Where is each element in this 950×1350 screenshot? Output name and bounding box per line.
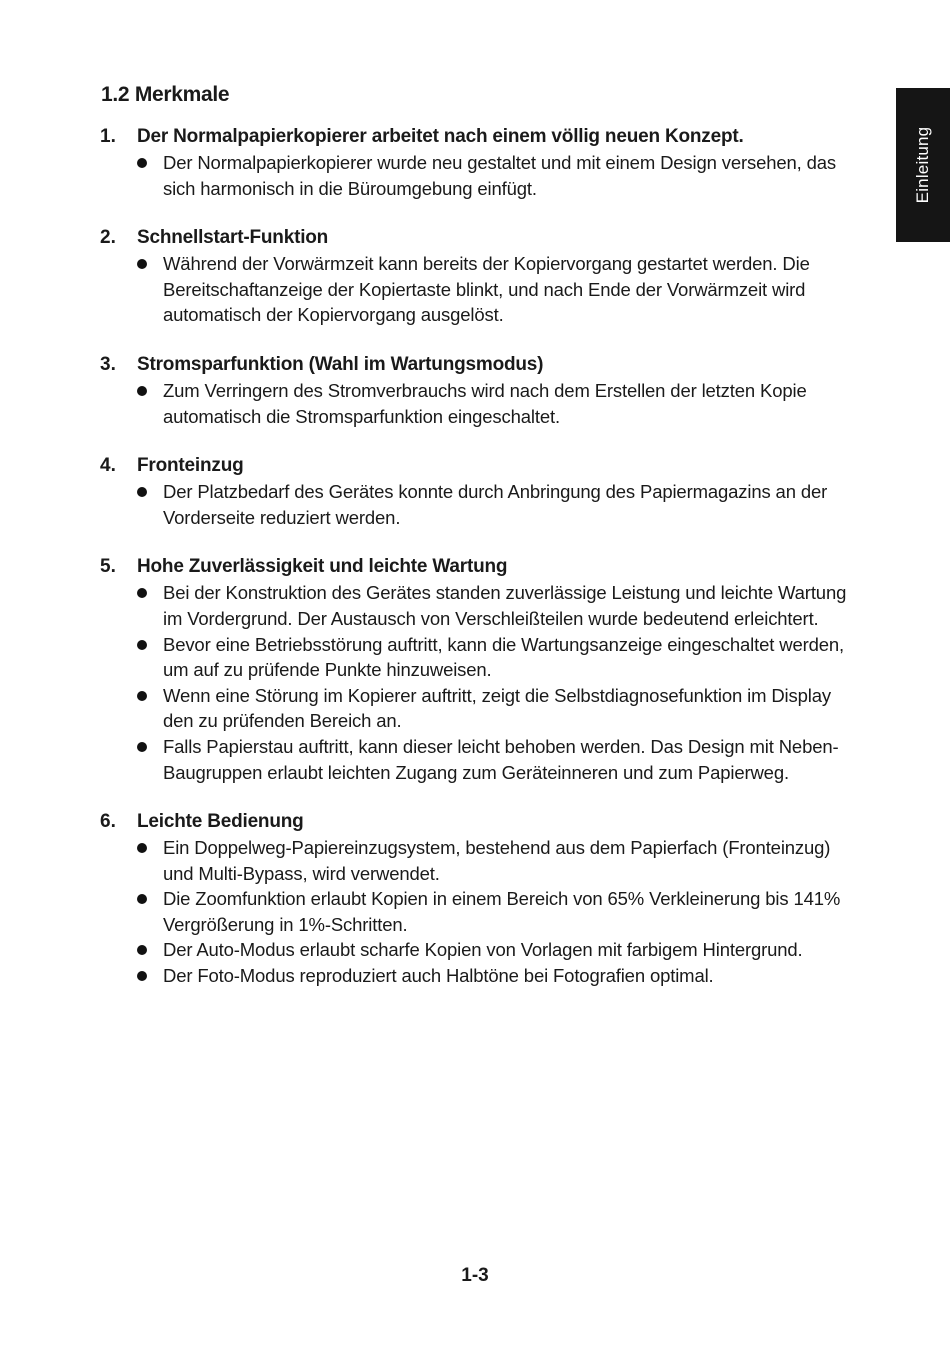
bullet-item — [137, 378, 860, 429]
section-title: 1.2 Merkmale — [101, 83, 230, 106]
feature-number: 4. — [100, 455, 116, 477]
feature-item-3 — [100, 352, 860, 429]
feature-heading: Hohe Zuverlässigkeit und leichte Wartung — [137, 556, 508, 578]
bullet-list — [137, 150, 860, 201]
bullet-list — [137, 251, 860, 328]
bullet-item — [137, 251, 860, 328]
bullet-item — [137, 479, 860, 530]
bullet-icon — [137, 386, 147, 396]
feature-heading: Stromsparfunktion (Wahl im Wartungsmodus) — [137, 353, 544, 375]
bullet-icon — [137, 945, 147, 955]
bullet-text: Der Platzbedarf des Gerätes konnte durch Anbringung des Papiermagazins an der Vorderseite reduziert werden. — [163, 481, 828, 528]
feature-heading: Leichte Bedienung — [137, 811, 304, 833]
bullet-text: Wenn eine Störung im Kopierer auftritt, zeigt die Selbstdiagnosefunktion im Display den zu prüfenden Bereich an. — [163, 684, 831, 732]
feature-item-6 — [100, 809, 860, 989]
bullet-list — [137, 835, 860, 989]
bullet-list — [137, 580, 860, 785]
feature-item-4 — [100, 453, 860, 530]
feature-heading: Der Normalpapierkopierer arbeitet nach einem völlig neuen Konzept. — [137, 126, 744, 147]
feature-item-1 — [100, 124, 860, 201]
bullet-icon — [137, 640, 147, 650]
bullet-icon — [137, 691, 147, 701]
bullet-text: Falls Papierstau auftritt, kann dieser leicht behoben werden. Das Design mit Neben-Baugruppen erlaubt leichten Zugang zum Geräteinneren und zum Papierweg. — [163, 735, 839, 783]
bullet-icon — [137, 742, 147, 752]
bullet-item — [137, 580, 860, 631]
bullet-item — [137, 835, 860, 886]
chapter-tab — [896, 88, 950, 242]
feature-number: 6. — [100, 811, 116, 833]
feature-item-5 — [100, 554, 860, 785]
bullet-text: Bevor eine Betriebsstörung auftritt, kann die Wartungsanzeige eingeschaltet werden, um auf zu prüfende Punkte hinzuweisen. — [163, 633, 845, 681]
bullet-text: Der Normalpapierkopierer wurde neu gestaltet und mit einem Design versehen, das sich harmonisch in die Büroumgebung einfügt. — [163, 152, 837, 199]
bullet-item — [137, 886, 860, 937]
bullet-icon — [137, 894, 147, 904]
bullet-icon — [137, 971, 147, 981]
bullet-icon — [137, 158, 147, 168]
bullet-text: Die Zoomfunktion erlaubt Kopien in einem Bereich von 65% Verkleinerung bis 141% Vergrößerung in 1%-Schritten. — [163, 888, 841, 935]
bullet-list — [137, 479, 860, 530]
bullet-item — [137, 734, 860, 785]
bullet-list — [137, 378, 860, 429]
bullet-icon — [137, 487, 147, 497]
bullet-item — [137, 150, 860, 201]
feature-item-2 — [100, 225, 860, 328]
feature-list — [100, 124, 860, 1013]
bullet-item — [137, 632, 860, 683]
feature-heading: Schnellstart-Funktion — [137, 227, 329, 249]
feature-number: 3. — [100, 353, 116, 375]
bullet-text: Ein Doppelweg-Papiereinzugsystem, bestehend aus dem Papierfach (Fronteinzug) und Multi-Bypass, wird verwendet. — [163, 837, 831, 884]
feature-number: 5. — [100, 556, 116, 578]
bullet-text: Zum Verringern des Stromverbrauchs wird nach dem Erstellen der letzten Kopie automatisch die Stromsparfunktion eingeschaltet. — [163, 379, 807, 427]
bullet-item — [137, 937, 860, 963]
bullet-text: Der Foto-Modus reproduziert auch Halbtöne bei Fotografien optimal. — [163, 965, 714, 987]
feature-number: 1. — [100, 126, 116, 147]
bullet-icon — [137, 259, 147, 269]
page-number: 1-3 — [461, 1265, 489, 1286]
feature-number: 2. — [100, 227, 116, 249]
bullet-icon — [137, 588, 147, 598]
bullet-item — [137, 963, 860, 989]
bullet-item — [137, 683, 860, 734]
bullet-text: Bei der Konstruktion des Gerätes standen zuverlässige Leistung und leichte Wartung im Vordergrund. Der Austausch von Verschleißteilen wurde bedeutend erleichtert. — [163, 582, 847, 629]
bullet-icon — [137, 843, 147, 853]
bullet-text: Der Auto-Modus erlaubt scharfe Kopien von Vorlagen mit farbigem Hintergrund. — [163, 939, 803, 961]
bullet-text: Während der Vorwärmzeit kann bereits der Kopiervorgang gestartet werden. Die Bereitschaftanzeige der Kopiertaste blinkt, und nach Ende der Vorwärmzeit wird automatisch der Kopiervorgang ausgelöst. — [163, 253, 810, 326]
feature-heading: Fronteinzug — [137, 455, 244, 477]
chapter-tab-label: Einleitung — [913, 126, 932, 204]
